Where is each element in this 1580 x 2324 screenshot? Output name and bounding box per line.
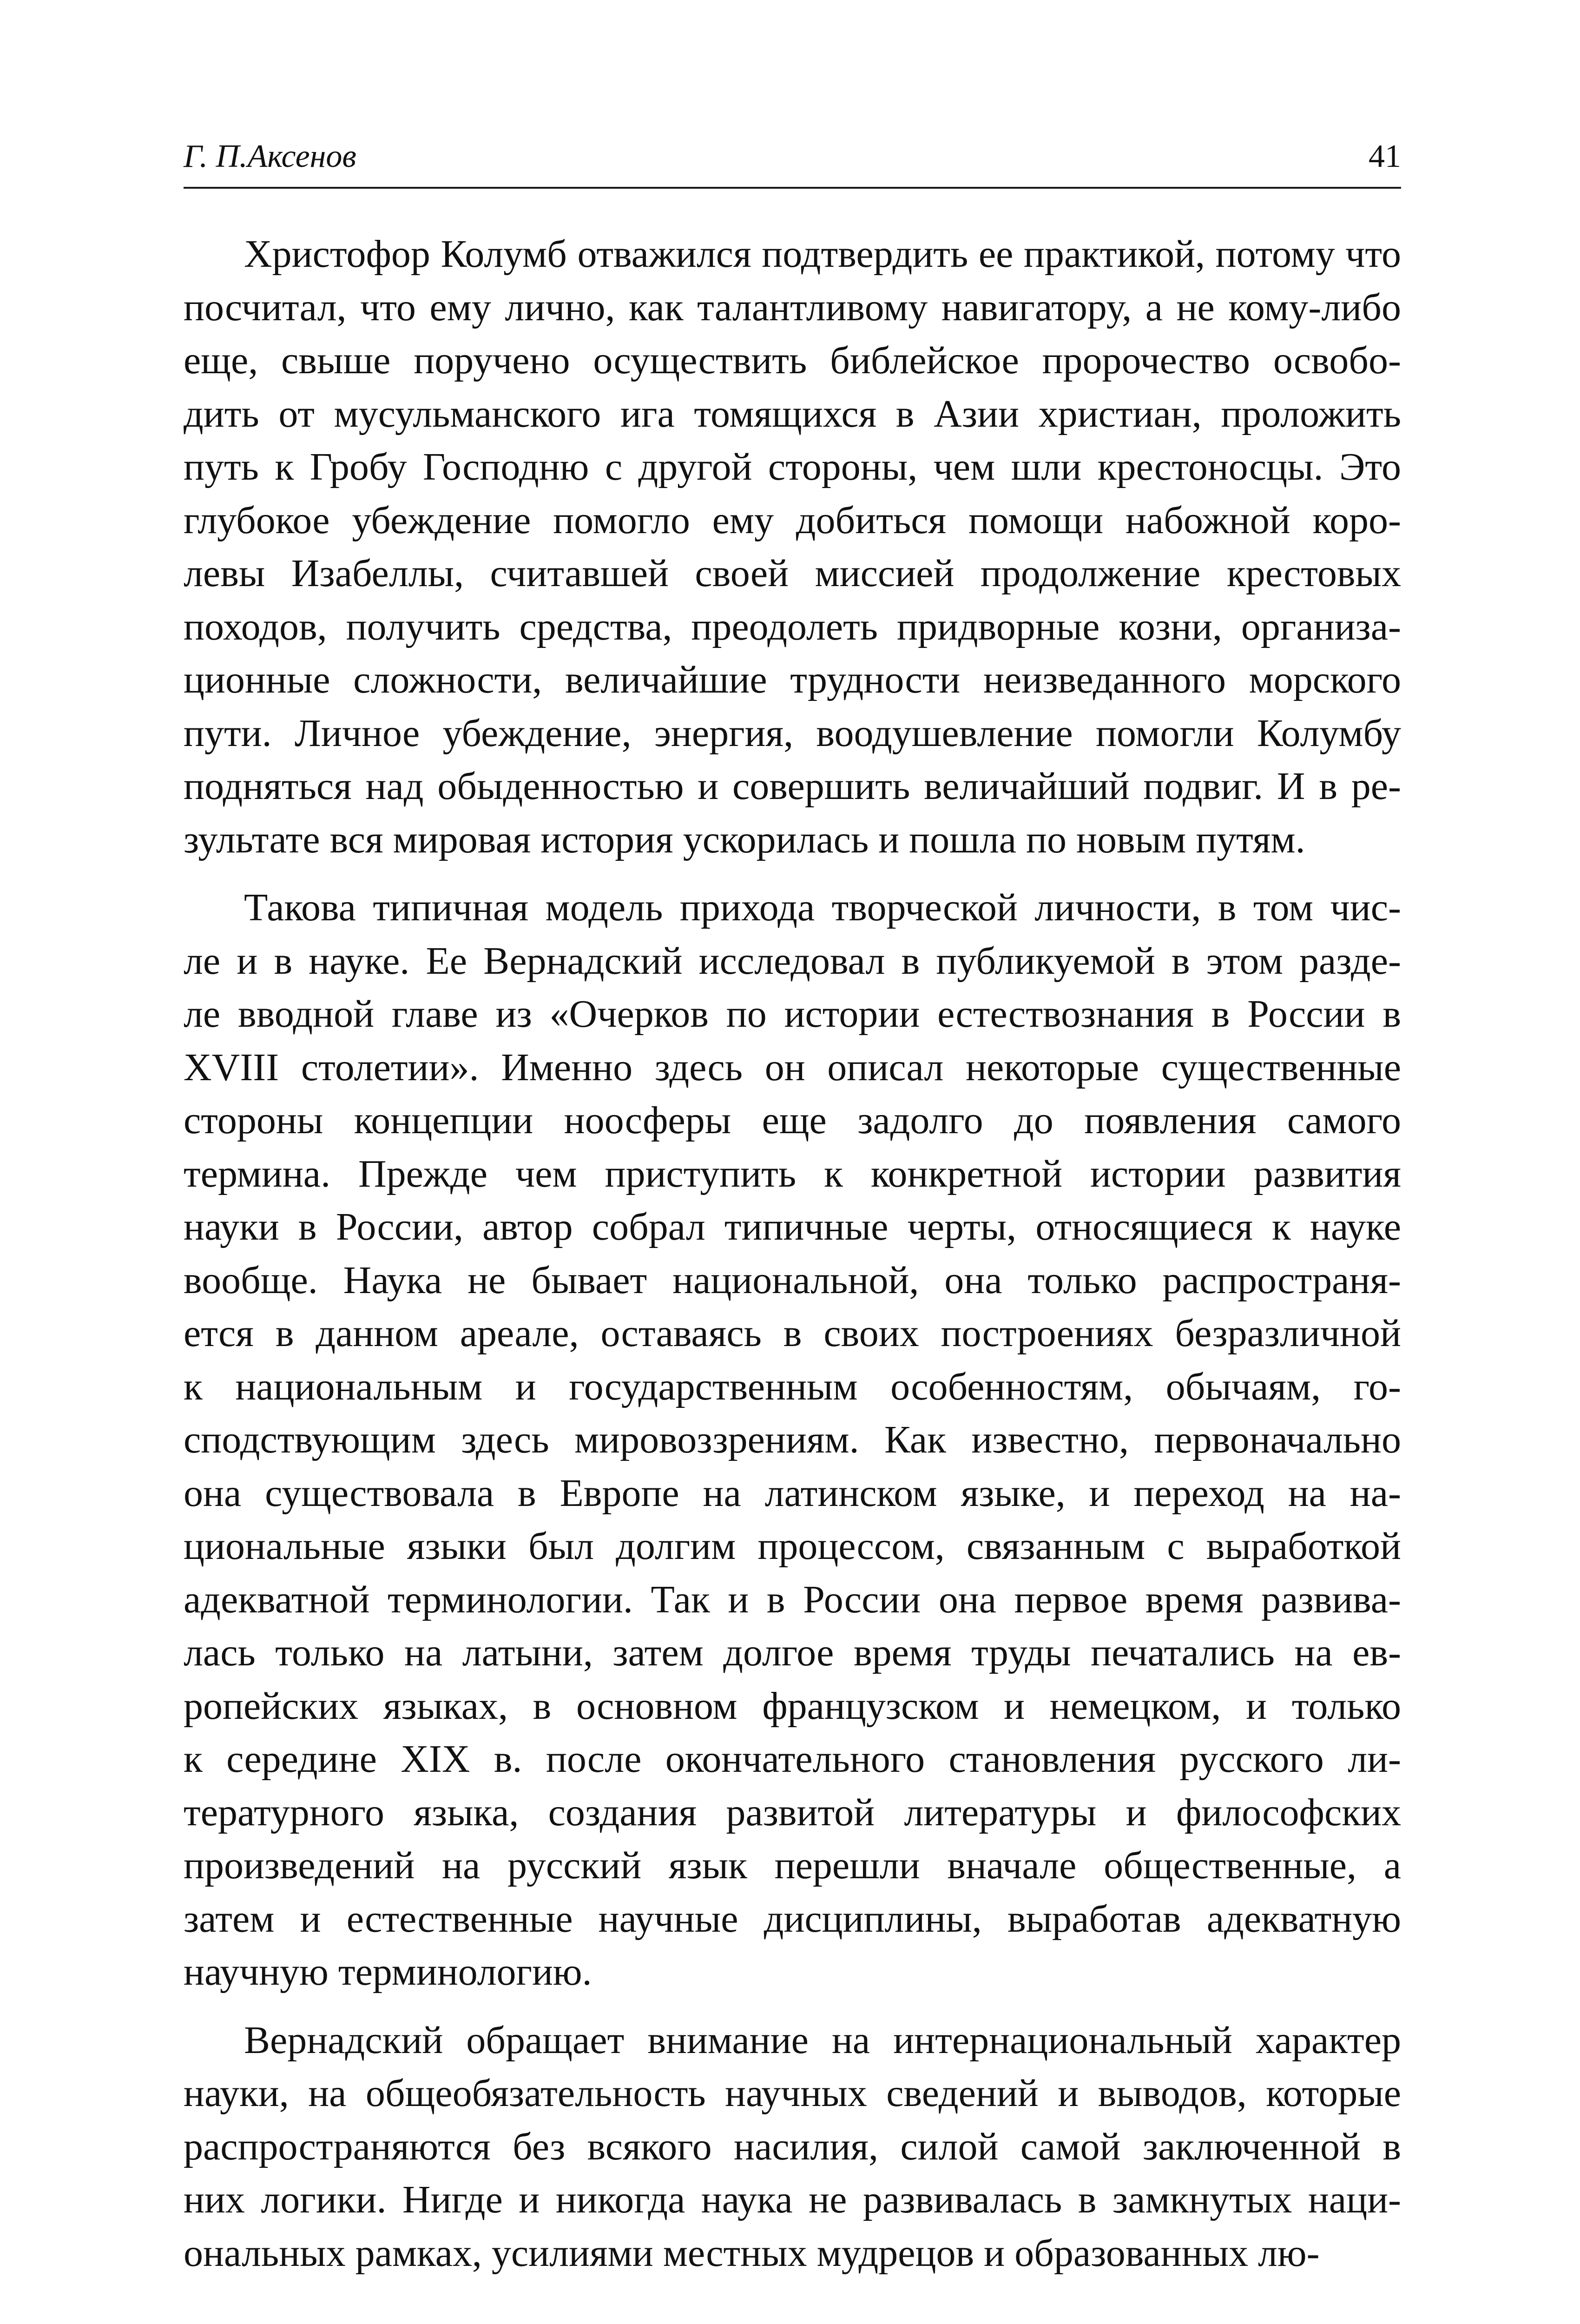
text-line: ле и в науке. Ее Вернадский исследовал в публикуемой в этом разде-: [184, 939, 1401, 983]
text-line: XVIII столетии». Именно здесь он описал некоторые существенные: [184, 1045, 1401, 1089]
text-line: ется в данном ареале, оставаясь в своих построениях безразличной: [184, 1312, 1401, 1355]
header-rule: [184, 187, 1401, 189]
text-line: произведений на русский язык перешли вначале общественные, а: [184, 1844, 1401, 1887]
text-line: Такова типичная модель прихода творческой личности, в том чис-: [244, 886, 1401, 929]
page-number: 41: [1369, 139, 1401, 174]
paragraph: [184, 2014, 1401, 2280]
text-line: стороны концепции ноосферы еще задолго до появления самого: [184, 1099, 1401, 1142]
text-line: ционные сложности, величайшие трудности неизведанного морского: [184, 658, 1401, 701]
text-line: подняться над обыденностью и совершить величайший подвиг. И в ре-: [184, 765, 1401, 808]
text-line: ональных рамках, усилиями местных мудрецов и образованных лю-: [184, 2231, 1320, 2275]
text-line: пути. Личное убеждение, энергия, воодушевление помогли Колумбу: [184, 711, 1401, 755]
text-line: циональные языки был долгим процессом, связанным с выработкой: [184, 1525, 1401, 1568]
text-line: ропейских языках, в основном французском и немецком, и только: [184, 1684, 1401, 1728]
paragraph: [184, 881, 1401, 1999]
text-line: Вернадский обращает внимание на интернациональный характер: [244, 2018, 1401, 2062]
text-line: она существовала в Европе на латинском языке, и переход на на-: [184, 1471, 1401, 1515]
text-line: лась только на латыни, затем долгое время труды печатались на ев-: [184, 1631, 1401, 1674]
text-line: науки в России, автор собрал типичные черты, относящиеся к науке: [184, 1205, 1401, 1248]
text-line: походов, получить средства, преодолеть придворные козни, организа-: [184, 605, 1401, 648]
text-line: ле вводной главе из «Очерков по истории естествознания в России в: [184, 992, 1401, 1036]
text-line: научную терминологию.: [184, 1950, 592, 1994]
text-line: затем и естественные научные дисциплины, выработав адекватную: [184, 1897, 1401, 1941]
text-line: распространяются без всякого насилия, силой самой заключенной в: [184, 2125, 1401, 2168]
text-line: еще, свыше поручено осуществить библейское пророчество освобо-: [184, 339, 1401, 382]
text-line: посчитал, что ему лично, как талантливому навигатору, а не кому-либо: [184, 285, 1401, 329]
text-line: к национальным и государственным особенностям, обычаям, го-: [184, 1365, 1401, 1408]
paragraph: [184, 228, 1401, 866]
text-line: сподствующим здесь мировоззрениям. Как известно, первоначально: [184, 1418, 1401, 1461]
body-text: [184, 228, 1401, 2280]
text-line: вообще. Наука не бывает национальной, она только распространя-: [184, 1258, 1401, 1302]
text-line: глубокое убеждение помогло ему добиться помощи набожной коро-: [184, 498, 1401, 542]
running-head-author: Г. П.Аксенов: [184, 139, 356, 174]
text-line: науки, на общеобязательность научных сведений и выводов, которые: [184, 2072, 1401, 2115]
text-line: зультате вся мировая история ускорилась и пошла по новым путям.: [184, 818, 1305, 861]
text-line: путь к Гробу Господню с другой стороны, чем шли крестоносцы. Это: [184, 445, 1401, 489]
text-line: них логики. Нигде и никогда наука не развивалась в замкнутых наци-: [184, 2178, 1401, 2221]
running-head: [184, 136, 1401, 178]
text-line: левы Изабеллы, считавшей своей миссией продолжение крестовых: [184, 552, 1401, 595]
text-line: Христофор Колумб отважился подтвердить ее практикой, потому что: [244, 232, 1401, 276]
text-line: к середине XIX в. после окончательного становления русского ли-: [184, 1737, 1401, 1781]
text-line: дить от мусульманского ига томящихся в Азии христиан, проложить: [184, 392, 1401, 436]
text-line: адекватной терминологии. Так и в России она первое время развива-: [184, 1578, 1401, 1621]
text-line: тературного языка, создания развитой литературы и философских: [184, 1790, 1401, 1834]
text-line: термина. Прежде чем приступить к конкретной истории развития: [184, 1152, 1401, 1195]
